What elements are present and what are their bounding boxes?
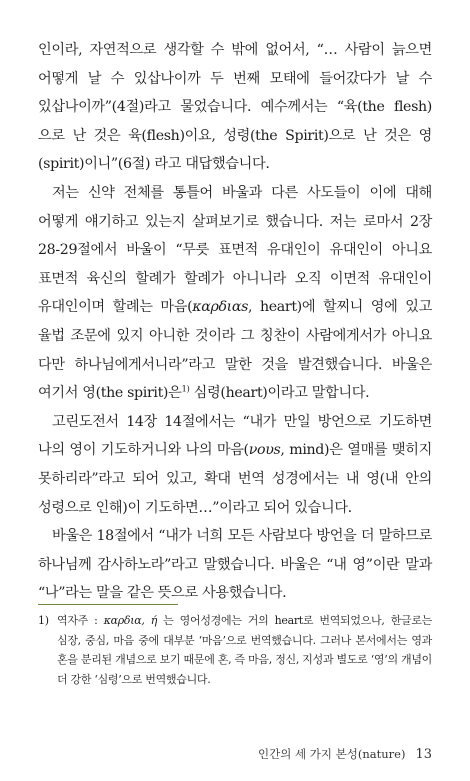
text-segment: 는 영어성경에는 거의 heart로 번역되었으나, 한글로는 심장, 중심, 마음 중에 대부분 ‘마음’으로 번역했습니다. 그러나 본서에서는 영과 혼을 분리된 개념으로 보기 때문에 혼, 즉 마음, 정신, 지성과 별도로 ‘영’의 개념이 더 강한 ‘심령’으로 번역했습니다. xyxy=(57,614,433,686)
text-segment: 인이라, 자연적으로 생각할 수 밖에 없어서, “… 사람이 늙으면 어떻게 날 수 있삽나이까 두 번째 모태에 들어갔다가 날 수 있삽나이까”(4절)라고 물었습니다. 예수께서는 “육(the flesh)으로 난 것은 육(flesh)이요, 성령(the Spirit)으로 난 것은 영(spirit)이니”(6절) 라고 대답했습니다. xyxy=(38,42,432,173)
paragraph-p2 xyxy=(38,179,432,408)
text-segment: 저는 신약 전체를 통틀어 바울과 다른 사도들이 이에 대해 어떻게 얘기하고 있는지 살펴보기로 했습니다. 저는 로마서 2장 28-29절에서 바울이 “무릇 표면적 유대인이 유대인이 아니요 표면적 육신의 할례가 할례가 아니니라 오직 이면적 유대인이 유대인이며 할례는 마음( xyxy=(38,184,432,316)
page-number: 13 xyxy=(415,747,432,762)
text-segment: , heart)에 할찌니 영에 있고 율법 조문에 있지 아니한 것이라 그 칭찬이 사람에게서가 아니요 다만 하나님에게서니라”라고 말한 것을 발견했습니다. 바울은 여기서 영(the spirit)은 xyxy=(38,299,432,402)
running-title: 인간의 세 가지 본성(nature) xyxy=(258,747,406,761)
text-segment: 고린도전서 14장 14절에서는 “내가 만일 방언으로 기도하면 나의 영이 기도하거니와 나의 마음( xyxy=(38,413,432,459)
greek-term: καρδια, ή xyxy=(103,614,158,627)
greek-term: νουs xyxy=(248,442,281,459)
paragraph-p3 xyxy=(38,408,432,522)
body-text xyxy=(38,36,432,608)
footnote-rule xyxy=(38,604,178,605)
paragraph-p4 xyxy=(38,522,432,608)
footnote-number: 1) xyxy=(38,614,49,627)
text-segment: , mind)은 열매를 맺히지 못하리라”라고 되어 있고, 확대 번역 성경에서는 내 영(내 안의 성령으로 인해)이 기도하면…”이라고 되어 있습니다. xyxy=(38,442,432,516)
text-segment: 역자주 : xyxy=(57,614,104,627)
footnote-text xyxy=(57,611,432,689)
text-segment: 심령(heart)이라고 말합니다. xyxy=(189,385,370,402)
greek-term: καρδιαs xyxy=(192,299,249,316)
paragraph-p1 xyxy=(38,36,432,179)
footnote xyxy=(38,611,432,689)
running-footer xyxy=(258,746,432,762)
footnote-reference: 1) xyxy=(181,384,190,395)
text-segment: 바울은 18절에서 “내가 너희 모든 사람보다 방언을 더 말하므로 하나님께 감사하노라”라고 말했습니다. 바울은 “내 영”이란 말과 “나”라는 말을 같은 뜻으로 사용했습니다. xyxy=(38,528,432,602)
